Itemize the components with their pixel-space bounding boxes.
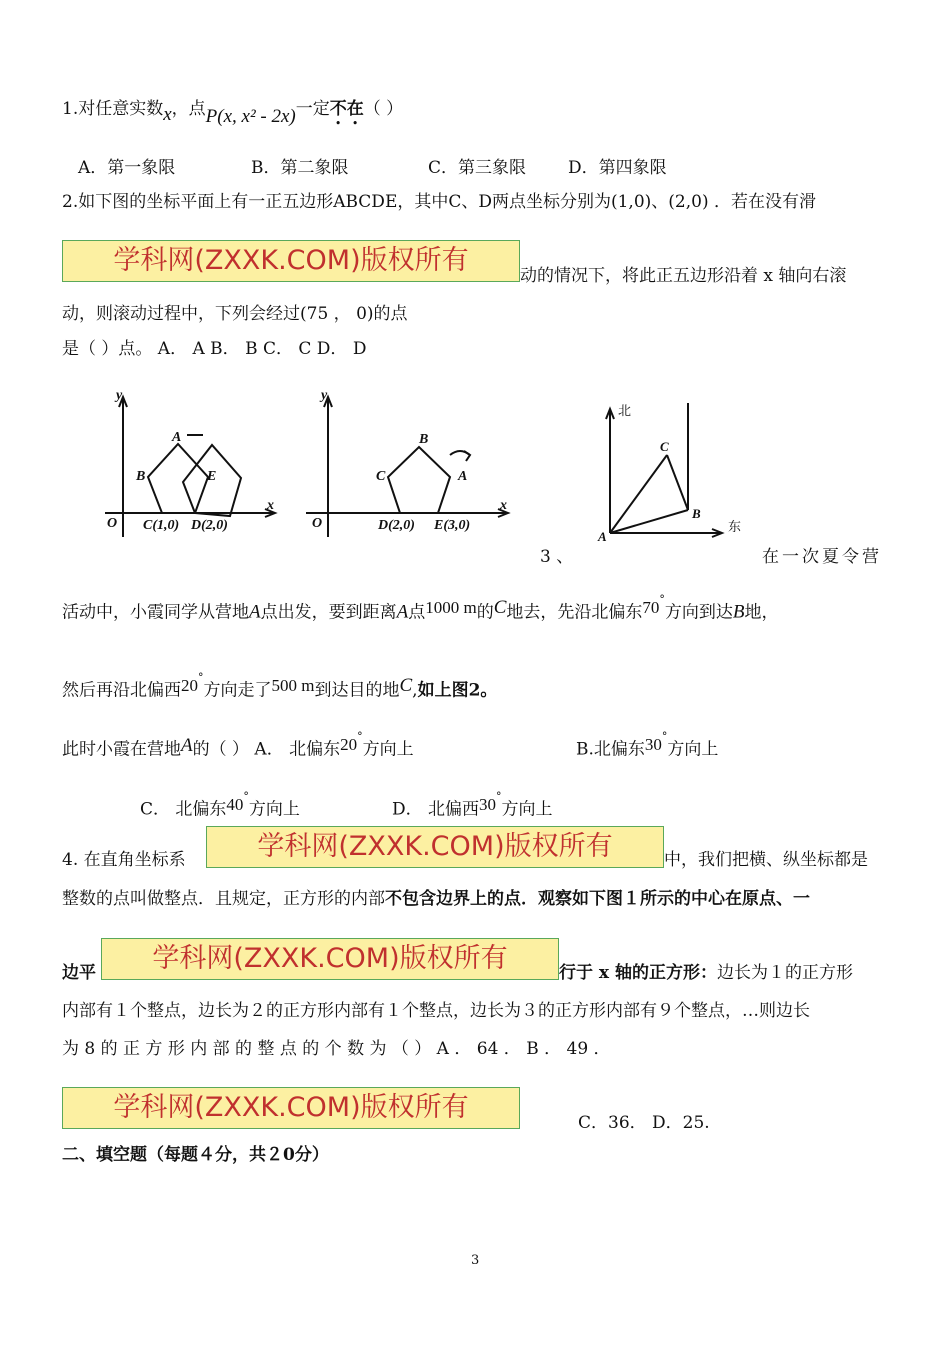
q4-l2a: 整数的点叫做整点．且规定，正方形的内部 — [62, 889, 385, 909]
q4-line-3a: 边平 — [62, 963, 96, 983]
q4-line-5: 为 8 的 正 方 形 内 部 的 整 点 的 个 数 为 （ ） A ． 64 ． B ． 49 ． — [62, 1039, 611, 1059]
q3-l4e: 方向上 — [667, 739, 719, 760]
q3-line-3 — [62, 671, 498, 702]
q3-distance-1: 1000 m — [425, 597, 477, 617]
q3-l2g: 地， — [744, 602, 779, 623]
q1-option-d: D．第四象限 — [568, 158, 667, 178]
q3-l2f: 方向到达 — [664, 602, 733, 623]
q3-l5a: C． 北偏东 — [140, 799, 227, 820]
q4-line-1b: 中，我们把横、纵坐标都是 — [664, 850, 868, 870]
q4-line-1a: 4. 在直角坐标系 — [62, 850, 186, 870]
watermark-1: 学科网(ZXXK.COM)版权所有 — [62, 240, 520, 282]
figure-pentagon-2 — [298, 385, 518, 545]
q3-l3d: , — [412, 680, 418, 701]
q3-l2b: 点出发，要到距离 — [260, 602, 397, 623]
q3-l5d: 方向上 — [501, 799, 553, 820]
section-2-heading: 二、填空题（每题４分，共２0分） — [62, 1145, 329, 1165]
fig1-a-label: A — [172, 430, 182, 445]
q2-line-3: 动，则滚动过程中，下列会经过(75 ， 0)的点 — [62, 304, 408, 324]
q1-point: P(x, x² - 2x) — [205, 106, 296, 127]
fig2-a-label: A — [458, 469, 468, 484]
q3-l4a: 此时小霞在营地 — [62, 739, 181, 760]
q1-stem — [62, 98, 403, 129]
page-number: 3 — [471, 1253, 480, 1268]
q3-point-a-1: A — [249, 601, 261, 623]
q1-option-c: C．第三象限 — [428, 158, 527, 178]
q1-option-b: B．第二象限 — [251, 158, 349, 178]
q3-l3b: 方向走了 — [203, 680, 272, 701]
q4-line-2 — [62, 888, 810, 910]
q3-point-c-1: C — [493, 596, 507, 618]
q3-number: 3 、 — [540, 547, 574, 567]
q3-angle-20-a: 20 — [181, 675, 198, 695]
q3-l4c: 方向上 — [362, 739, 414, 760]
q1-var-x: x — [163, 104, 172, 125]
q3-angle-40: 40 — [226, 794, 244, 814]
q1-prefix: 1.对任意实数 — [62, 99, 164, 119]
figure-direction — [590, 395, 750, 545]
fig1-y-label: y — [116, 388, 123, 403]
q3-line-4 — [62, 730, 414, 761]
fig3-east-label: 东 — [728, 519, 742, 534]
fig2-x-label: x — [500, 498, 507, 513]
q3-degree-4: ° — [661, 730, 668, 743]
fig1-x-label: x — [267, 498, 274, 513]
q3-degree-2: ° — [198, 671, 204, 684]
watermark-2: 学科网(ZXXK.COM)版权所有 — [206, 826, 664, 868]
q3-line-2 — [62, 593, 779, 624]
fig2-origin-label: O — [312, 516, 323, 531]
q1-suffix: 一定 — [295, 99, 330, 119]
q3-option-b — [576, 730, 719, 761]
q3-point-a-3: A — [181, 734, 193, 756]
fig3-c-label: C — [660, 439, 669, 454]
q4-line-3b — [559, 962, 853, 984]
watermark-4: 学科网(ZXXK.COM)版权所有 — [62, 1087, 520, 1129]
fig2-e-label: E(3,0) — [434, 518, 471, 533]
q4-line-4: 内部有１个整点，边长为２的正方形内部有１个整点，边长为３的正方形内部有９个整点，…则边长 — [62, 1001, 810, 1021]
q3-l2d: 的 — [476, 602, 494, 623]
fig2-d-label: D(2,0) — [378, 518, 415, 533]
q3-option-d — [392, 790, 553, 821]
fig1-e-label: E — [207, 469, 217, 484]
q3-angle-70: 70 — [642, 597, 660, 617]
q3-degree-5: ° — [243, 790, 249, 803]
q3-l3e: 如上图2。 — [417, 680, 498, 701]
q1-mid: ，点 — [171, 99, 206, 119]
q3-l2a: 活动中，小霞同学从营地 — [62, 602, 249, 623]
q3-angle-20-b: 20 — [340, 734, 358, 754]
watermark-3: 学科网(ZXXK.COM)版权所有 — [101, 938, 559, 980]
q2-line-2: 动的情况下，将此正五边形沿着 x 轴向右滚 — [520, 266, 847, 286]
fig1-d-label: D(2,0) — [191, 518, 228, 533]
fig3-north-label: 北 — [618, 403, 632, 418]
q2-line-4: 是（ ）点。 A． A B． B C． C D． D — [62, 339, 367, 359]
q1-paren: （ ） — [363, 99, 404, 119]
q3-l3a: 然后再沿北偏西 — [62, 680, 181, 701]
q2-line-1: 2.如下图的坐标平面上有一正五边形ABCDE，其中C、D两点坐标分别为(1,0)、(2,0) ．若在没有滑 — [62, 192, 816, 212]
q3-l2c: 点 — [408, 602, 426, 623]
q3-point-b: B — [732, 601, 745, 623]
fig1-c-label: C(1,0) — [143, 518, 180, 533]
q4-l3c: 边长为１的正方形 — [716, 963, 853, 983]
fig2-b-label: B — [419, 432, 429, 447]
fig2-c-label: C — [376, 469, 386, 484]
fig2-y-label: y — [321, 388, 328, 403]
q3-line-1-tail: 在一次夏令营 — [762, 547, 882, 567]
q3-degree-1: ° — [659, 593, 665, 606]
fig3-a-label: A — [598, 529, 607, 544]
fig1-origin-label: O — [107, 516, 118, 531]
q3-l5c: D． 北偏西 — [392, 799, 480, 820]
figure-pentagon-1 — [95, 385, 285, 545]
q4-l2b: 不包含边界上的点．观察如下图１所示的中心在原点、一 — [385, 889, 810, 909]
q3-l5b: 方向上 — [248, 799, 300, 820]
q3-degree-6: ° — [496, 790, 502, 803]
q3-l3c: 到达目的地 — [314, 680, 400, 701]
q3-point-c-2: C — [399, 674, 413, 696]
q3-point-a-2: A — [396, 601, 409, 623]
q3-angle-30-a: 30 — [644, 734, 662, 754]
q3-angle-30-b: 30 — [479, 794, 497, 814]
q1-option-a: A．第一象限 — [78, 158, 176, 178]
q3-l4d: B.北偏东 — [576, 739, 645, 760]
q3-l2e: 地去，先沿北偏东 — [506, 602, 643, 623]
q3-degree-3: ° — [357, 730, 363, 743]
q3-option-a: 的（ ） A． 北偏东 — [192, 739, 341, 760]
fig3-b-label: B — [692, 506, 701, 521]
q4-l3b: 行于 x 轴的正方形： — [559, 963, 717, 983]
q4-line-6: C．36． D．25. — [578, 1113, 710, 1133]
q3-option-c — [140, 790, 300, 821]
q1-emphasis: 不在 — [329, 99, 364, 119]
q3-distance-2: 500 m — [271, 675, 315, 695]
fig1-b-label: B — [136, 469, 146, 484]
